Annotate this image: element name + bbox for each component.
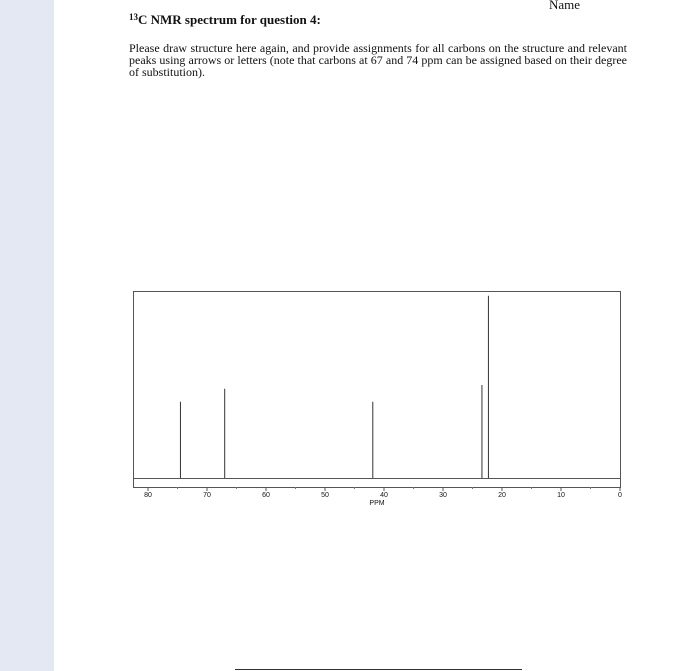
x-tick-label-10: 10 [557, 492, 565, 499]
plot-frame [134, 292, 621, 488]
x-tick-label-70: 70 [203, 492, 211, 499]
x-axis-label: PPM [369, 500, 385, 507]
x-tick-label-80: 80 [144, 492, 152, 499]
title-superscript: 13 [129, 12, 138, 22]
x-tick-label-20: 20 [498, 492, 506, 499]
footer-rule [235, 669, 522, 670]
x-tick-label-40: 40 [380, 492, 388, 499]
instructions-text: Please draw structure here again, and provide assignments for all carbons on the structure and relevant peaks using arrows or letters (note that carbons at 67 and 74 ppm can be assigned based on their degree of substitution). [129, 41, 627, 79]
x-tick-label-50: 50 [321, 492, 329, 499]
name-label: Name [549, 0, 581, 12]
x-tick-label-60: 60 [262, 492, 270, 499]
title-text: C NMR spectrum for question 4: [138, 12, 321, 27]
x-tick-label-0: 0 [618, 492, 622, 499]
x-tick-label-30: 30 [439, 492, 447, 499]
